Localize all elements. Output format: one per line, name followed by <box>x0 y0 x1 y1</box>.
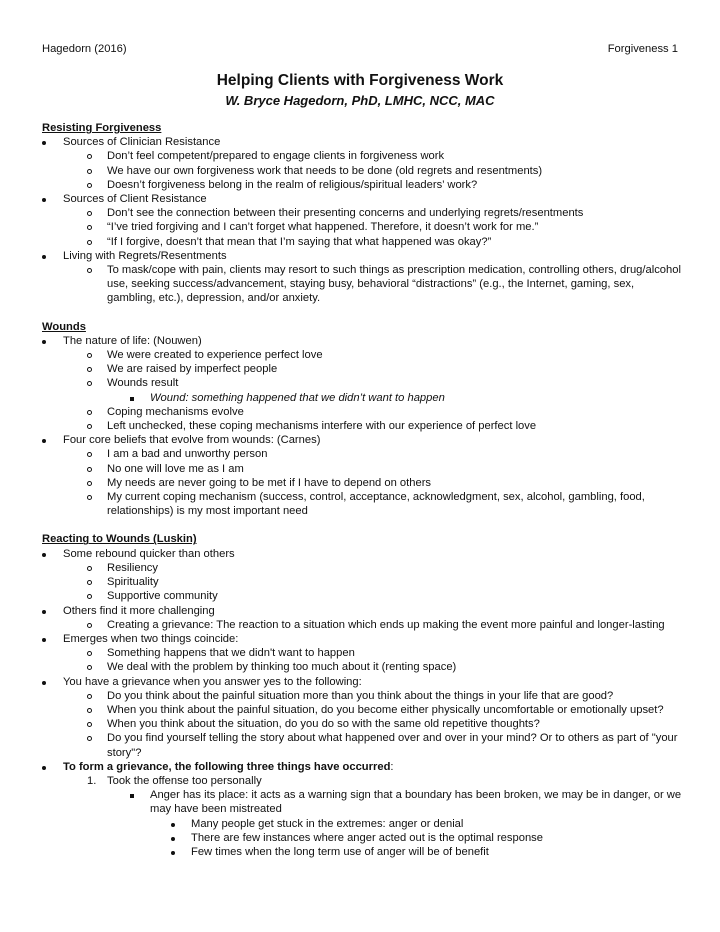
list-item-level-2 <box>42 447 682 461</box>
list-marker <box>42 675 46 689</box>
bullet-icon <box>42 553 46 557</box>
list-marker <box>42 433 46 447</box>
list-marker <box>87 178 92 192</box>
list-item-text: When you think about the painful situation, do you become either physically uncomfortable or emotionally upset? <box>107 703 664 716</box>
list-item-text: We have our own forgiveness work that needs to be done (old regrets and resentments) <box>107 164 543 177</box>
hollow-bullet-icon <box>87 736 92 741</box>
list-item-level-1 <box>42 547 682 561</box>
list-item-text: Do you think about the painful situation more than you think about the things in your life that are good? <box>107 689 614 702</box>
list-item-level-2 <box>42 561 682 575</box>
list-item-text: Sources of Clinician Resistance <box>63 136 221 149</box>
bullet-icon <box>171 851 175 855</box>
list-item-level-1 <box>42 192 682 206</box>
bullet-icon <box>42 340 46 344</box>
list-item-text: We are raised by imperfect people <box>107 363 278 376</box>
list-item-text: Don’t feel competent/prepared to engage clients in forgiveness work <box>107 150 445 163</box>
list-item-level-2 <box>42 206 682 220</box>
hollow-bullet-icon <box>87 424 92 429</box>
section-spacer <box>42 518 682 532</box>
list-item-text: Sources of Client Resistance <box>63 193 207 206</box>
bullet-icon <box>42 439 46 443</box>
list-item-level-2 <box>42 376 682 390</box>
list-item-text: Creating a grievance: The reaction to a situation which ends up making the event more painful and longer-lasting <box>107 618 665 631</box>
list-item-level-1 <box>42 334 682 348</box>
bullet-icon <box>42 255 46 259</box>
list-item-text: Wounds result <box>107 377 179 390</box>
list-item-level-2 <box>42 490 682 518</box>
list-marker <box>87 689 92 703</box>
list-item-level-1 <box>42 604 682 618</box>
bullet-icon <box>171 823 175 827</box>
hollow-bullet-icon <box>87 381 92 386</box>
list-marker <box>171 845 175 859</box>
list-item-text: To form a grievance, the following three things have occurred <box>63 760 391 773</box>
hollow-bullet-icon <box>87 481 92 486</box>
list-item-level-1 <box>42 675 682 689</box>
list-marker <box>87 561 92 575</box>
list-item-text: Emerges when two things coincide: <box>63 632 239 645</box>
list-item-text: Anger has its place: it acts as a warning sign that a boundary has been broken, we may be in danger, or we may have been mistreated <box>150 789 682 816</box>
section-heading: Reacting to Wounds (Luskin) <box>42 533 197 546</box>
list-item-text: Few times when the long term use of anger will be of benefit <box>191 845 489 858</box>
section-heading: Resisting Forgiveness <box>42 122 162 134</box>
list-item-level-2 <box>42 646 682 660</box>
list-item-level-2 <box>42 178 682 192</box>
list-item-text: Some rebound quicker than others <box>63 547 235 560</box>
bullet-icon <box>42 141 46 145</box>
list-item-suffix: : <box>390 760 394 773</box>
list-item-level-2 <box>42 618 682 632</box>
list-marker <box>42 632 46 646</box>
list-item-text: There are few instances where anger acted out is the optimal response <box>191 831 543 844</box>
list-marker <box>87 490 92 504</box>
list-item-level-4 <box>42 817 682 831</box>
list-marker <box>87 206 92 220</box>
list-marker <box>42 135 46 149</box>
bullet-icon <box>42 638 46 642</box>
list-item-level-1 <box>42 135 682 149</box>
document-body <box>42 121 682 859</box>
list-item-text: Coping mechanisms evolve <box>107 405 244 418</box>
hollow-bullet-icon <box>87 708 92 713</box>
bullet-icon <box>42 610 46 614</box>
running-header-right: Forgiveness 1 <box>607 43 678 55</box>
running-header-left: Hagedorn (2016) <box>42 43 127 55</box>
list-item-level-2 <box>42 362 682 376</box>
list-marker <box>42 249 46 263</box>
list-item-text: Supportive community <box>107 590 218 603</box>
list-item-level-2 <box>42 575 682 589</box>
list-marker <box>87 447 92 461</box>
list-marker <box>42 604 46 618</box>
list-item-text: We were created to experience perfect love <box>107 349 323 362</box>
document-author: W. Bryce Hagedorn, PhD, LMHC, NCC, MAC <box>225 93 495 108</box>
list-item-text: Doesn’t forgiveness belong in the realm of religious/spiritual leaders’ work? <box>107 178 478 191</box>
hollow-bullet-icon <box>87 495 92 500</box>
list-item-text: Resiliency <box>107 561 158 574</box>
list-item-text: “I’ve tried forgiving and I can’t forget what happened. Therefore, it doesn’t work for me.” <box>107 221 539 234</box>
hollow-bullet-icon <box>87 169 92 174</box>
list-marker <box>87 575 92 589</box>
list-marker <box>87 405 92 419</box>
list-item-level-1 <box>42 632 682 646</box>
hollow-bullet-icon <box>87 594 92 599</box>
hollow-bullet-icon <box>87 240 92 245</box>
list-marker <box>171 831 175 845</box>
list-item-level-2 <box>42 405 682 419</box>
list-item-level-2 <box>42 731 682 759</box>
list-item-level-2 <box>42 703 682 717</box>
list-marker <box>87 362 92 376</box>
hollow-bullet-icon <box>87 722 92 727</box>
list-item-text: My current coping mechanism (success, control, acceptance, acknowledgment, sex, alcohol, gambling, food, relationships) is my most important need <box>107 491 645 518</box>
list-item-text: Do you find yourself telling the story about what happened over and over in your mind? Or to others as part of "your story"? <box>107 732 678 759</box>
hollow-bullet-icon <box>87 183 92 188</box>
list-item-text: You have a grievance when you answer yes to the following: <box>63 675 362 688</box>
list-item-text: Spirituality <box>107 576 159 589</box>
list-item-level-2 <box>42 419 682 433</box>
list-marker <box>42 760 46 774</box>
list-marker <box>87 419 92 433</box>
list-item-text: When you think about the situation, do you do so with the same old repetitive thoughts? <box>107 718 540 731</box>
list-item-level-2 <box>42 660 682 674</box>
bullet-icon <box>42 766 46 770</box>
list-marker <box>87 348 92 362</box>
hollow-bullet-icon <box>87 353 92 358</box>
list-marker <box>42 192 46 206</box>
hollow-bullet-icon <box>87 268 92 273</box>
square-bullet-icon <box>130 794 134 798</box>
list-marker <box>130 391 134 405</box>
list-marker <box>87 476 92 490</box>
list-item-level-2 <box>42 348 682 362</box>
list-item-text: The nature of life: (Nouwen) <box>63 334 202 347</box>
hollow-bullet-icon <box>87 580 92 585</box>
hollow-bullet-icon <box>87 452 92 457</box>
list-marker <box>87 618 92 632</box>
list-marker <box>130 788 134 802</box>
list-item-text: Took the offense too personally <box>107 774 262 787</box>
list-item-text: Others find it more challenging <box>63 604 215 617</box>
list-item-text: Wound: something happened that we didn’t want to happen <box>150 391 445 404</box>
list-item-text: No one will love me as I am <box>107 462 244 475</box>
list-item-text: To mask/cope with pain, clients may resort to such things as prescription medication, controlling others, drug/alcohol use, seeking success/advancement, staying busy, behavioral “distractions” (e.g., the Internet, gaming, sex, gambling, etc.), depression, and/or anxiety. <box>107 264 681 305</box>
list-marker <box>42 334 46 348</box>
list-marker <box>87 462 92 476</box>
list-item-level-2 <box>42 263 682 306</box>
list-item-text: “If I forgive, doesn’t that mean that I’m saying that what happened was okay?” <box>107 235 492 248</box>
list-marker <box>87 376 92 390</box>
list-item-level-2 <box>42 462 682 476</box>
list-item-text: Living with Regrets/Resentments <box>63 249 227 262</box>
list-item-level-2 <box>42 235 682 249</box>
list-item-level-2 <box>42 164 682 178</box>
list-marker <box>87 164 92 178</box>
list-item-level-2 <box>42 220 682 234</box>
list-item-text: Left unchecked, these coping mechanisms interfere with our experience of perfect love <box>107 420 537 433</box>
list-item-level-2 <box>42 689 682 703</box>
square-bullet-icon <box>130 397 134 401</box>
document-title: Helping Clients with Forgiveness Work <box>216 72 504 89</box>
list-marker <box>87 703 92 717</box>
list-marker <box>87 589 92 603</box>
section-spacer <box>42 306 682 320</box>
list-marker <box>87 235 92 249</box>
hollow-bullet-icon <box>87 694 92 699</box>
hollow-bullet-icon <box>87 154 92 159</box>
hollow-bullet-icon <box>87 467 92 472</box>
list-marker <box>87 660 92 674</box>
hollow-bullet-icon <box>87 651 92 656</box>
bullet-icon <box>171 837 175 841</box>
hollow-bullet-icon <box>87 623 92 628</box>
list-item-level-1 <box>42 760 682 774</box>
list-marker <box>87 149 92 163</box>
list-item-text: My needs are never going to be met if I have to depend on others <box>107 476 432 489</box>
hollow-bullet-icon <box>87 367 92 372</box>
hollow-bullet-icon <box>87 665 92 670</box>
list-item-level-2 <box>42 476 682 490</box>
list-item-text: We deal with the problem by thinking too much about it (renting space) <box>107 661 457 674</box>
list-item-text: Something happens that we didn't want to happen <box>107 647 355 660</box>
list-item-level-1 <box>42 433 682 447</box>
list-item-text: Don’t see the connection between their presenting concerns and underlying regrets/resentments <box>107 207 584 220</box>
list-item-text: Many people get stuck in the extremes: anger or denial <box>191 817 464 830</box>
list-item-level-4 <box>42 831 682 845</box>
list-marker <box>87 220 92 234</box>
list-marker <box>171 817 175 831</box>
list-marker <box>87 646 92 660</box>
bullet-icon <box>42 681 46 685</box>
list-item-level-3 <box>42 788 682 816</box>
list-item-level-4 <box>42 845 682 859</box>
bullet-icon <box>42 198 46 202</box>
list-marker <box>87 717 92 731</box>
list-item-text: I am a bad and unworthy person <box>107 448 268 461</box>
list-item-level-1 <box>42 249 682 263</box>
section-heading: Wounds <box>42 320 86 333</box>
list-marker <box>87 263 92 277</box>
list-marker <box>87 731 92 745</box>
hollow-bullet-icon <box>87 225 92 230</box>
hollow-bullet-icon <box>87 410 92 415</box>
list-marker <box>42 547 46 561</box>
list-number: 1. <box>87 774 97 787</box>
hollow-bullet-icon <box>87 566 92 571</box>
list-item-text: Four core beliefs that evolve from wounds: (Carnes) <box>63 434 321 447</box>
list-item-level-2 <box>42 149 682 163</box>
list-item-level-2 <box>42 717 682 731</box>
hollow-bullet-icon <box>87 211 92 216</box>
list-item-level-2 <box>42 589 682 603</box>
list-item-level-2 <box>42 774 682 788</box>
list-item-level-3 <box>42 391 682 405</box>
